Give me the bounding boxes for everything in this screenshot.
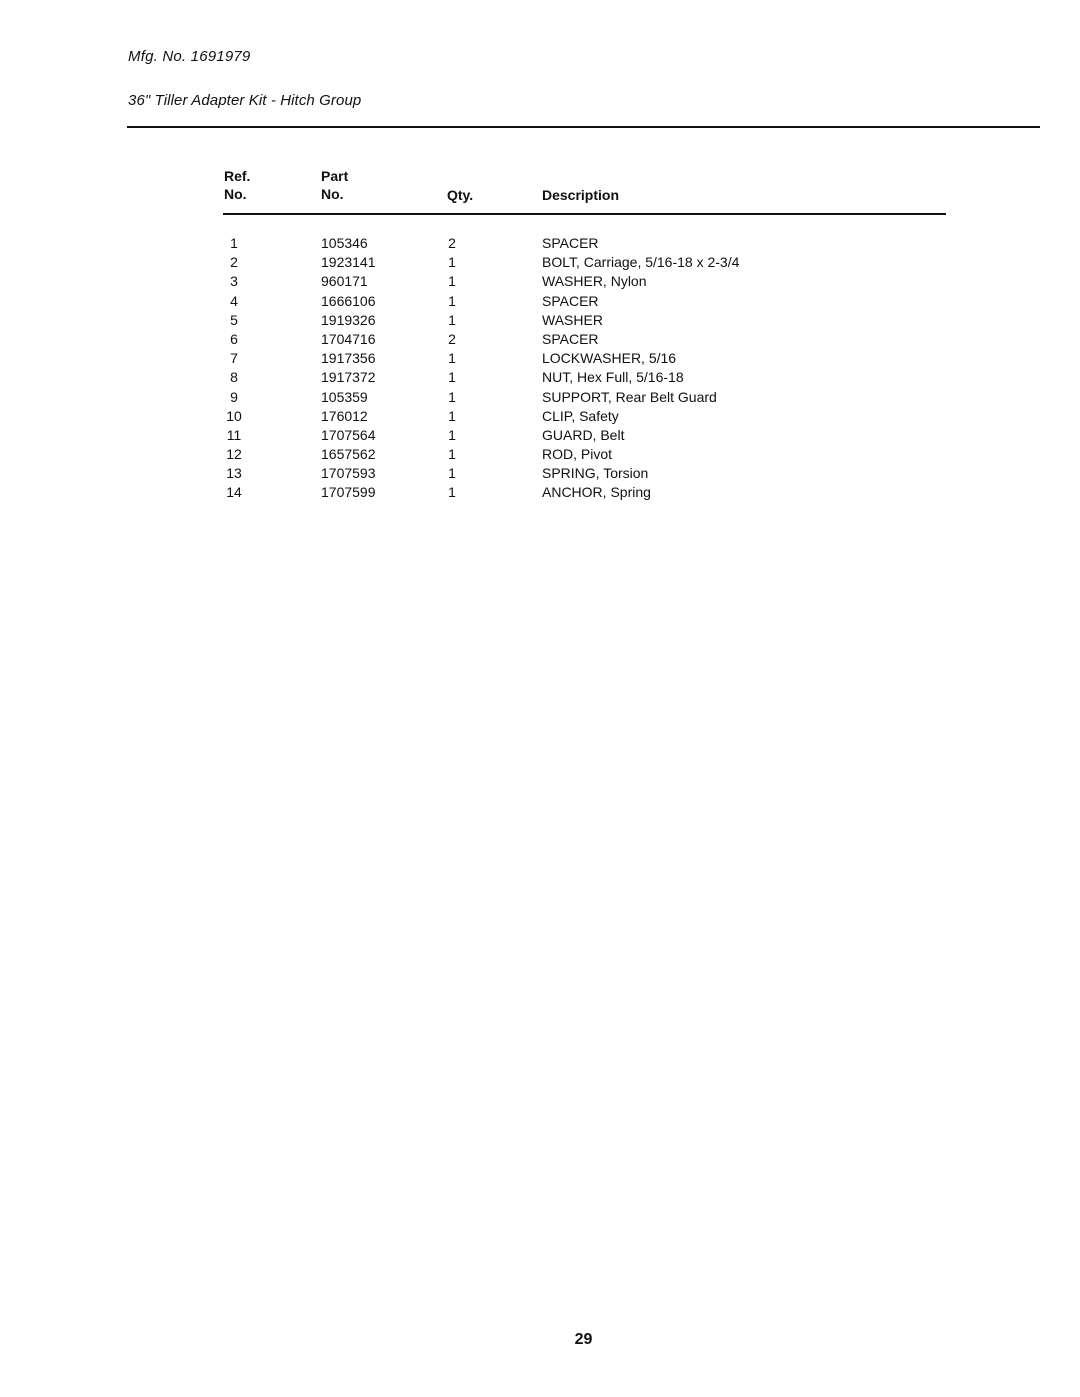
column-header-ref <box>224 167 250 203</box>
description: SPACER <box>542 235 599 251</box>
ref-number: 7 <box>230 350 238 367</box>
description: CLIP, Safety <box>542 407 619 424</box>
quantity: 1 <box>448 292 456 309</box>
ref-number: 2 <box>230 254 238 271</box>
table-row <box>0 407 1080 426</box>
column-header-qty: Qty. <box>447 187 474 203</box>
table-row <box>0 253 1080 272</box>
quantity: 2 <box>448 330 456 347</box>
part-number: 105346 <box>321 235 368 251</box>
quantity: 1 <box>448 446 456 463</box>
quantity: 1 <box>448 407 456 424</box>
table-row <box>0 292 1080 311</box>
description: SPRING, Torsion <box>542 465 649 482</box>
description: NUT, Hex Full, 5/16-18 <box>542 369 684 386</box>
part-number: 1707593 <box>321 465 376 482</box>
table-header-divider <box>223 213 946 215</box>
table-row <box>0 311 1080 330</box>
ref-number: 10 <box>226 407 242 424</box>
ref-number: 14 <box>226 484 242 501</box>
page-subtitle: 36" Tiller Adapter Kit - Hitch Group <box>128 92 362 109</box>
table-row <box>0 349 1080 368</box>
description: SPACER <box>542 292 599 309</box>
description: WASHER, Nylon <box>542 273 647 290</box>
part-number: 960171 <box>321 273 368 290</box>
ref-number: 9 <box>230 388 238 405</box>
table-row <box>0 234 1080 253</box>
part-number: 1707564 <box>321 426 376 443</box>
part-number: 1657562 <box>321 446 376 463</box>
part-number: 1923141 <box>321 254 376 271</box>
part-number: 176012 <box>321 407 368 424</box>
part-number: 1704716 <box>321 330 376 347</box>
table-row <box>0 272 1080 291</box>
ref-number: 6 <box>230 330 238 347</box>
description: BOLT, Carriage, 5/16-18 x 2-3/4 <box>542 254 740 271</box>
part-number: 1707599 <box>321 484 376 501</box>
table-row <box>0 445 1080 464</box>
quantity: 1 <box>448 369 456 386</box>
column-header-part-line2: No. <box>321 186 344 202</box>
ref-number: 1 <box>230 235 238 251</box>
ref-number: 8 <box>230 369 238 386</box>
column-header-part <box>321 167 348 203</box>
part-number: 1917372 <box>321 369 376 386</box>
description: LOCKWASHER, 5/16 <box>542 350 677 367</box>
ref-number: 11 <box>226 426 242 443</box>
table-row <box>0 330 1080 349</box>
part-number: 1917356 <box>321 350 376 367</box>
description: SPACER <box>542 330 599 347</box>
quantity: 1 <box>448 273 456 290</box>
ref-number: 3 <box>230 273 238 290</box>
ref-number: 5 <box>230 311 238 328</box>
ref-number: 4 <box>230 292 238 309</box>
part-number: 1919326 <box>321 311 376 328</box>
ref-number: 13 <box>226 465 242 482</box>
table-row <box>0 388 1080 407</box>
quantity: 1 <box>448 465 456 482</box>
table-row <box>0 483 1080 502</box>
page-number: 29 <box>574 1331 593 1348</box>
table-row <box>0 426 1080 445</box>
table-row <box>0 368 1080 387</box>
description: ROD, Pivot <box>542 446 613 463</box>
mfg-number: Mfg. No. 1691979 <box>128 48 251 65</box>
description: WASHER <box>542 311 603 328</box>
quantity: 1 <box>448 484 456 501</box>
ref-number: 12 <box>226 446 242 463</box>
description: SUPPORT, Rear Belt Guard <box>542 388 717 405</box>
quantity: 1 <box>448 254 456 271</box>
table-row <box>0 464 1080 483</box>
quantity: 1 <box>448 311 456 328</box>
quantity: 1 <box>448 388 456 405</box>
column-header-ref-line2: No. <box>224 186 247 202</box>
column-header-part-line1: Part <box>321 168 349 184</box>
part-number: 105359 <box>321 388 368 405</box>
quantity: 1 <box>448 426 456 443</box>
column-header-description: Description <box>542 187 620 203</box>
parts-table-body <box>0 234 1080 503</box>
part-number: 1666106 <box>321 292 376 309</box>
header-divider <box>127 126 1040 128</box>
quantity: 2 <box>448 235 456 251</box>
description: GUARD, Belt <box>542 426 625 443</box>
description: ANCHOR, Spring <box>542 484 651 501</box>
column-header-ref-line1: Ref. <box>224 168 251 184</box>
quantity: 1 <box>448 350 456 367</box>
